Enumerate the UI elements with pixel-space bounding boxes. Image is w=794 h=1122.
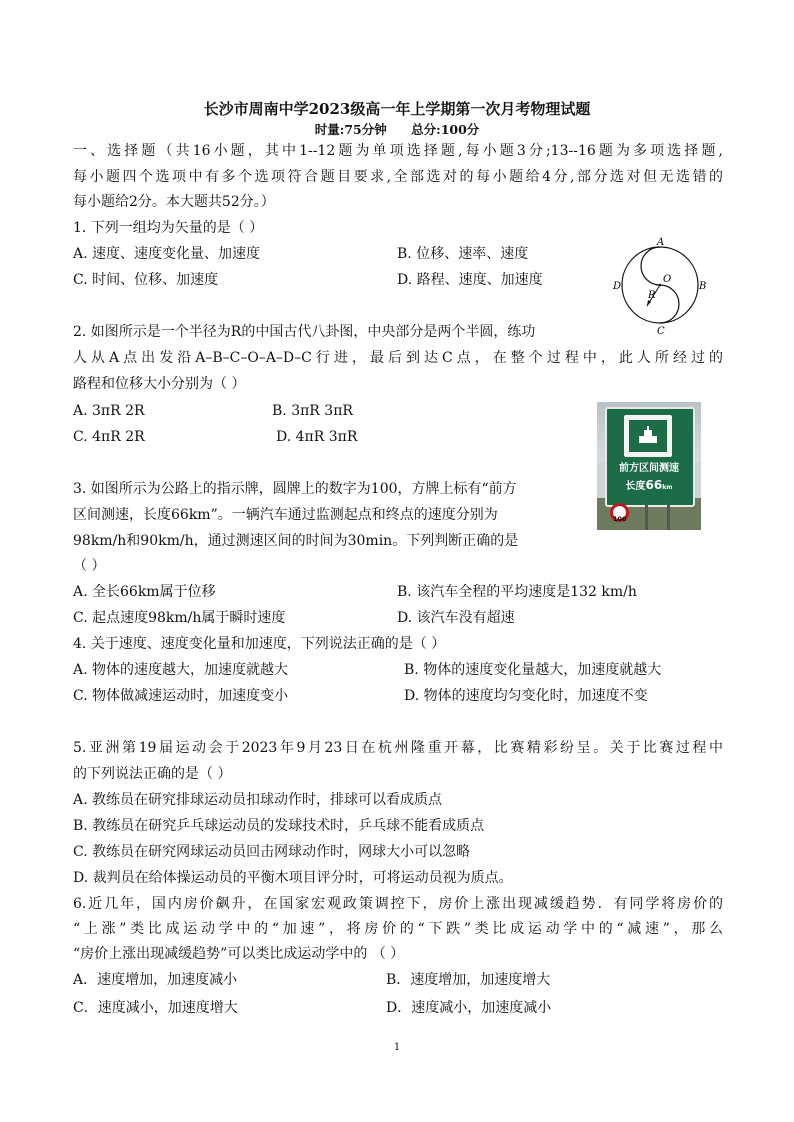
question-6-option-a: A．速度增加，加速度减小 — [73, 972, 238, 988]
question-6-line-3: “房价上涨出现减缓趋势”可以类比成运动学中的 （ ） — [73, 946, 405, 962]
question-2-option-b: B. 3πR 3πR — [272, 403, 353, 419]
section-instructions-line-2: 每小题四个选项中有多个选项符合题目要求,全部选对的每小题给4分,部分选对但无选错的 — [73, 169, 723, 185]
question-3-option-b: B. 该汽车全程的平均速度是132 km/h — [397, 584, 637, 600]
question-5-option-a: A. 教练员在研究排球运动员扣球动作时，排球可以看成质点 — [73, 792, 443, 808]
question-6-option-c: C．速度减小，加速度增大 — [73, 1000, 238, 1016]
road-sign-photo — [597, 402, 701, 530]
question-2-option-c: C. 4πR 2R — [73, 429, 145, 445]
question-5-option-d: D. 裁判员在给体操运动员的平衡木项目评分时，可将运动员视为质点。 — [73, 870, 513, 886]
question-2-line-1: 2. 如图所示是一个半径为R的中国古代八卦图，中央部分是两个半圆，练功 — [73, 324, 536, 340]
question-2-option-d: D. 4πR 3πR — [276, 429, 358, 445]
question-1-option-d: D. 路程、速度、加速度 — [397, 272, 543, 288]
sign-text-line-1: 前方区间测速 — [619, 463, 679, 474]
exam-title: 长沙市周南中学2023级高一年上学期第一次月考物理试题 — [203, 100, 591, 118]
bagua-label-o: O — [663, 274, 672, 285]
sign-text-line-2: 长度66km — [625, 478, 673, 492]
question-3-line-2: 区间测速，长度66km”。一辆汽车通过监测起点和终点的速度分别为 — [73, 507, 498, 523]
question-4-option-d: D. 物体的速度均匀变化时，加速度不变 — [404, 688, 648, 704]
question-5-option-b: B. 教练员在研究乒乓球运动员的发球技术时，乒乓球不能看成质点 — [73, 818, 485, 834]
question-5-line-2: 的下列说法正确的是（ ） — [73, 766, 232, 782]
bagua-label-a: A — [657, 237, 665, 248]
question-3-line-4: （ ） — [73, 558, 106, 574]
question-6-line-2: “上涨”类比成运动学中的“加速”，将房价的“下跌”类比成运动学中的“减速”，那么 — [73, 921, 723, 937]
question-2-option-a: A. 3πR 2R — [73, 403, 145, 419]
question-6-line-1: 6.近几年，国内房价飙升，在国家宏观政策调控下，房价上涨出现减缓趋势．有同学将房价的 — [73, 896, 723, 912]
question-2-line-3: 路程和位移大小分别为（ ） — [73, 376, 246, 392]
speed-limit-sign: 100 — [610, 503, 629, 522]
question-3-option-d: D. 该汽车没有超速 — [397, 610, 515, 626]
exam-time: 时量:75分钟 — [314, 122, 387, 137]
page-number: 1 — [393, 1042, 401, 1053]
bagua-figure — [610, 236, 710, 336]
exam-total: 总分:100分 — [411, 122, 480, 137]
question-1-option-b: B. 位移、速率、速度 — [397, 246, 529, 262]
question-5-line-1: 5.亚洲第19届运动会于2023年9月23日在杭州隆重开幕，比赛精彩纷呈。关于比赛过程中 — [73, 740, 723, 756]
bagua-label-d: D — [613, 281, 622, 292]
section-instructions-line-1: 一、选择题（共16小题，其中1--12题为单项选择题,每小题3分;13--16题为多项选择题, — [73, 143, 723, 159]
question-4-option-c: C. 物体做减速运动时，加速度变小 — [73, 688, 289, 704]
question-4-option-a: A. 物体的速度越大，加速度就越大 — [73, 662, 289, 678]
exam-meta — [0, 120, 794, 138]
speed-camera-icon — [635, 424, 661, 448]
question-6-option-b: B．速度增加，加速度增大 — [386, 972, 551, 988]
question-2-line-2: 人从A点出发沿A–B–C–O–A–D–C行进，最后到达C点，在整个过程中，此人所经过的 — [73, 350, 723, 366]
question-1-option-a: A. 速度、速度变化量、加速度 — [73, 246, 261, 262]
bagua-label-b: B — [699, 281, 707, 292]
question-5-option-c: C. 教练员在研究网球运动员回击网球动作时，网球大小可以忽略 — [73, 844, 471, 860]
question-3-option-c: C. 起点速度98km/h属于瞬时速度 — [73, 610, 286, 626]
bagua-label-c: C — [657, 326, 665, 336]
question-4-stem: 4. 关于速度、速度变化量和加速度，下列说法正确的是（ ） — [73, 636, 446, 652]
question-6-option-d: D．速度减小，加速度减小 — [386, 1000, 552, 1016]
question-3-line-1: 3. 如图所示为公路上的指示牌，圆牌上的数字为100，方牌上标有“前方 — [73, 481, 517, 497]
question-1-stem: 1. 下列一组均为矢量的是（ ） — [73, 220, 264, 236]
bagua-label-r: R — [648, 290, 656, 301]
question-3-option-a: A. 全长66km属于位移 — [73, 584, 216, 600]
question-1-option-c: C. 时间、位移、加速度 — [73, 272, 219, 288]
section-instructions-line-3: 每小题给2分。本大题共52分。） — [73, 194, 275, 210]
question-3-line-3: 98km/h和90km/h，通过测速区间的时间为30min。下列判断正确的是 — [73, 533, 519, 549]
question-4-option-b: B. 物体的速度变化量越大，加速度就越大 — [404, 662, 662, 678]
